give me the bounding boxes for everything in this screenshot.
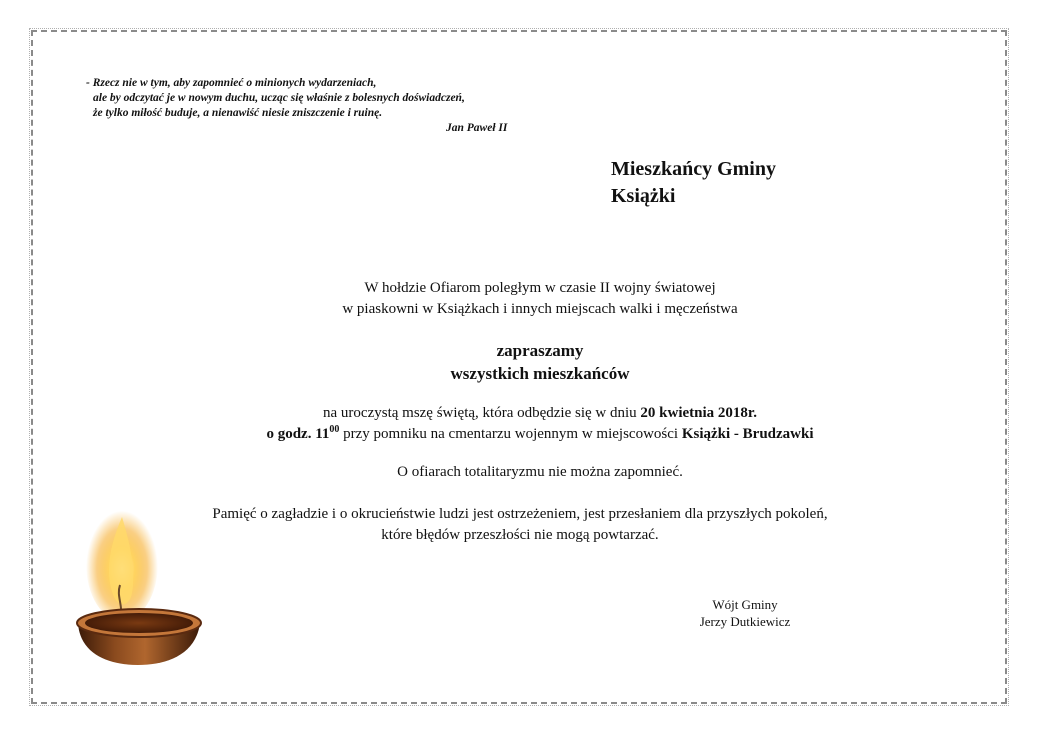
event-date: 20 kwietnia 2018r. — [640, 405, 757, 421]
details-text-1: na uroczystą mszę świętą, która odbędzie się w dniu — [323, 405, 641, 421]
bowl-oil — [85, 613, 193, 633]
invite-line-1: zapraszamy — [496, 341, 584, 360]
event-time — [266, 426, 339, 442]
remember-line: O ofiarach totalitaryzmu nie można zapomnieć. — [397, 464, 683, 480]
details-line-2 — [90, 424, 990, 445]
details-text-2: przy pomniku na cmentarzu wojennym w miejscowości — [339, 426, 682, 442]
quote-block — [86, 76, 566, 136]
memory-line-1: Pamięć o zagładzie i o okrucieństwie ludzi jest ostrzeżeniem, jest przesłaniem dla przyszłych pokoleń, — [212, 506, 828, 522]
event-place: Książki - Brudzawki — [681, 426, 814, 442]
details-line-1 — [90, 403, 990, 424]
signature-name: Jerzy Dutkiewicz — [699, 614, 791, 629]
tribute-paragraph — [90, 278, 990, 320]
tribute-line-2: w piaskowni w Książkach i innych miejscach walki i męczeństwa — [342, 301, 738, 317]
signature-title: Wójt Gminy — [712, 597, 778, 612]
addressee-heading — [611, 156, 776, 210]
signature-block — [640, 596, 850, 630]
quote-author: Jan Paweł II — [446, 122, 508, 134]
quote-line-1: - Rzecz nie w tym, aby zapomnieć o minionych wydarzeniach, — [86, 77, 377, 89]
invitation-heading — [90, 339, 990, 385]
oil-lamp-candle-icon — [70, 505, 210, 675]
addressee-line-1: Mieszkańcy Gminy — [611, 158, 776, 180]
quote-line-3: że tylko miłość buduje, a nienawiść niesie zniszczenie i ruinę. — [93, 107, 383, 119]
quote-line-2: ale by odczytać je w nowym duchu, ucząc się właśnie z bolesnych doświadczeń, — [93, 92, 465, 104]
addressee-line-2: Książki — [611, 185, 676, 207]
event-details — [90, 403, 990, 445]
memory-line-2: które błędów przeszłości nie mogą powtarzać. — [381, 527, 659, 543]
event-time-hour: o godz. 11 — [266, 426, 330, 442]
tribute-line-1: W hołdzie Ofiarom poległym w czasie II wojny światowej — [364, 280, 716, 296]
event-time-minutes: 00 — [329, 424, 340, 435]
invite-line-2: wszystkich mieszkańców — [450, 364, 630, 383]
remember-statement — [90, 462, 990, 483]
